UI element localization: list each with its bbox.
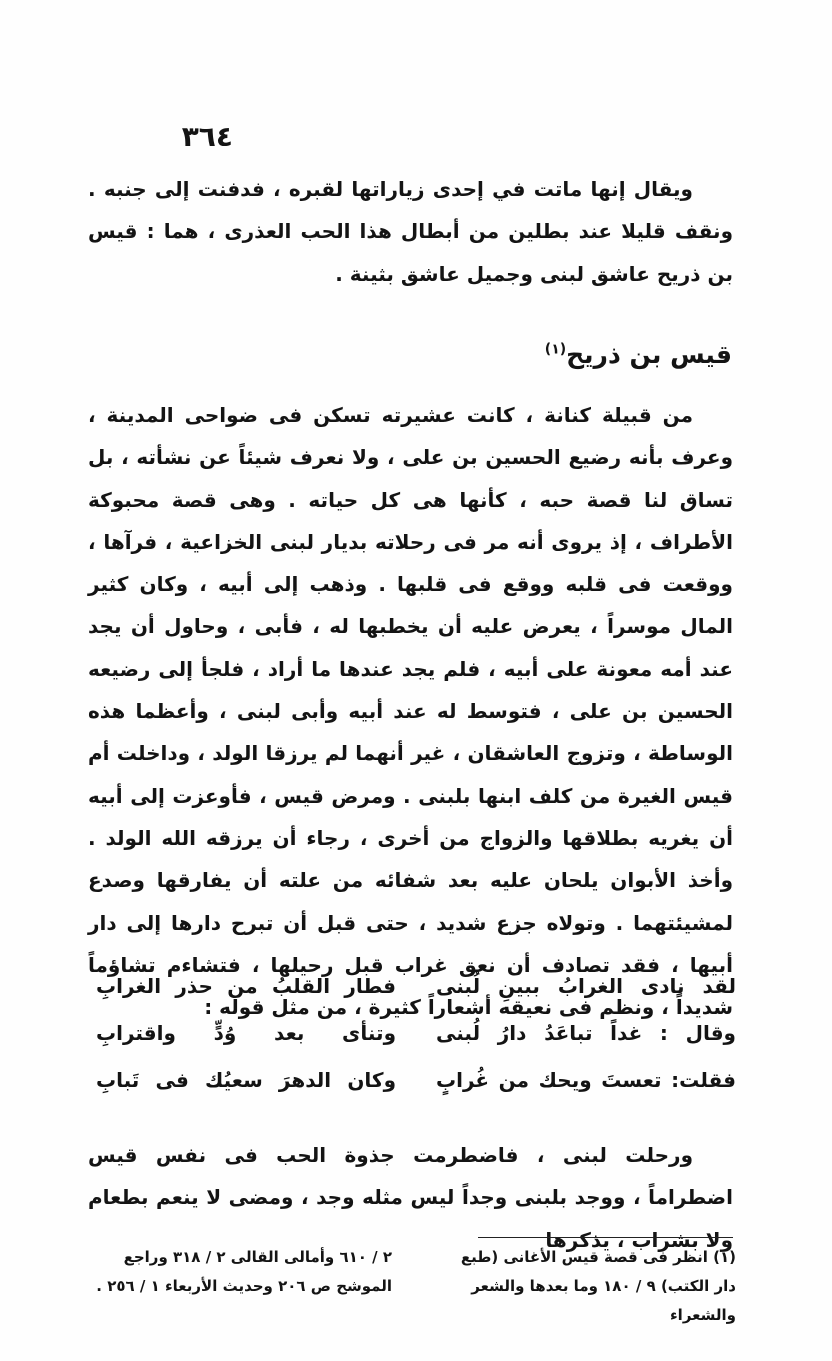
verse-first-hemistich: لقد نادى الغرابُ ببينِ لُبنى xyxy=(436,973,736,998)
footnote-divider xyxy=(478,1237,733,1238)
poem xyxy=(96,962,736,1103)
page-number: ٣٦٤ xyxy=(181,120,233,153)
section-heading xyxy=(545,340,732,369)
biography-paragraph: من قبيلة كنانة ، كانت عشيرته تسكن فى ضواحى المدينة ، وعرف بأنه رضيع الحسين بن على ، ولا نعرف شيئاً عن نشأته ، بل تساق لنا قصة حبه ، كأنها هى كل حياته . وهى قصة محبوكة الأطراف ، إذ يروى أنه مر فى رحلاته بديار لبنى الخزاعية ، فرآها ، ووقعت فى قلبه ووقع فى قلبها . وذهب إلى أبيه ، وكان كثير المال موسراً ، يعرض عليه أن يخطبها له ، فأبى ، وحاول أن يجد عند أمه معونة على أبيه ، فلم يجد عندها ما أراد ، فلجأ إلى رضيعه الحسين بن على ، فتوسط له عند أبيه وأبى لبنى ، وأعظما هذه الوساطة ، وتزوج العاشقان ، غير أنهما لم يرزقا الولد ، وداخلت أم قيس الغيرة من كلف ابنها بلبنى . ومرض قيس ، فأوعزت إلى أبيه أن يغريه بطلاقها والزواج من أخرى ، رجاء أن يرزقه الله الولد . وأخذ الأبوان يلحان عليه بعد شفائه من علته أن يفارقها وصدع لمشيئتهما . وتولاه جزع شديد ، حتى قبل أن تبرح دارها إلى دار أبيها ، فقد تصادف أن نعق غراب قبل رحيلها ، فتشاءم تشاؤماً شديداً ، ونظم فى نعيقه أشعاراً كثيرة ، من مثل قوله : xyxy=(88,403,733,1020)
footnote-right-column: (١) انظر فى قصة قيس الأغانى (طبع دار الكتب) ٩ / ١٨٠ وما بعدها والشعر والشعراء xyxy=(460,1248,736,1324)
poem-verse xyxy=(96,962,736,1009)
poem-verse xyxy=(96,1056,736,1103)
after-poem-paragraph: ورحلت لبنى ، فاضطرمت جذوة الحب فى نفس قيس اضطراماً ، ووجد بلبنى وجداً ليس مثله وجد ، ومضى لا ينعم بطعام ولا بشراب ، يذكرها xyxy=(88,1143,733,1252)
verse-second-hemistich: فطار القلبُ من حذر الغرابِ xyxy=(96,973,396,998)
poem-verse xyxy=(96,1009,736,1056)
verse-second-hemistich: وكان الدهرَ سعيُك فى تَبابِ xyxy=(96,1067,396,1092)
section-heading-text: قيس بن ذريح xyxy=(566,340,732,369)
verse-second-hemistich: وتنأى بعد وُدٍّ واقترابِ xyxy=(96,1020,396,1045)
verse-first-hemistich: وقال : غداً تباعَدُ دارُ لُبنى xyxy=(436,1020,736,1045)
intro-paragraph: ويقال إنها ماتت في إحدى زياراتها لقبره ، فدفنت إلى جنبه . ونقف قليلا عند بطلين من أبطال هذا الحب العذرى ، هما : قيس بن ذريح عاشق لبنى وجميل عاشق بثينة . xyxy=(88,177,733,286)
footnote-marker: (١) xyxy=(544,341,567,358)
footnote-left-column: ٢ / ٦١٠ وأمالى القالى ٢ / ٣١٨ وراجع الموشح ص ٢٠٦ وحديث الأربعاء ١ / ٢٥٦ . xyxy=(96,1248,392,1295)
verse-first-hemistich: فقلت: تعستَ ويحك من غُرابٍ xyxy=(436,1067,736,1092)
